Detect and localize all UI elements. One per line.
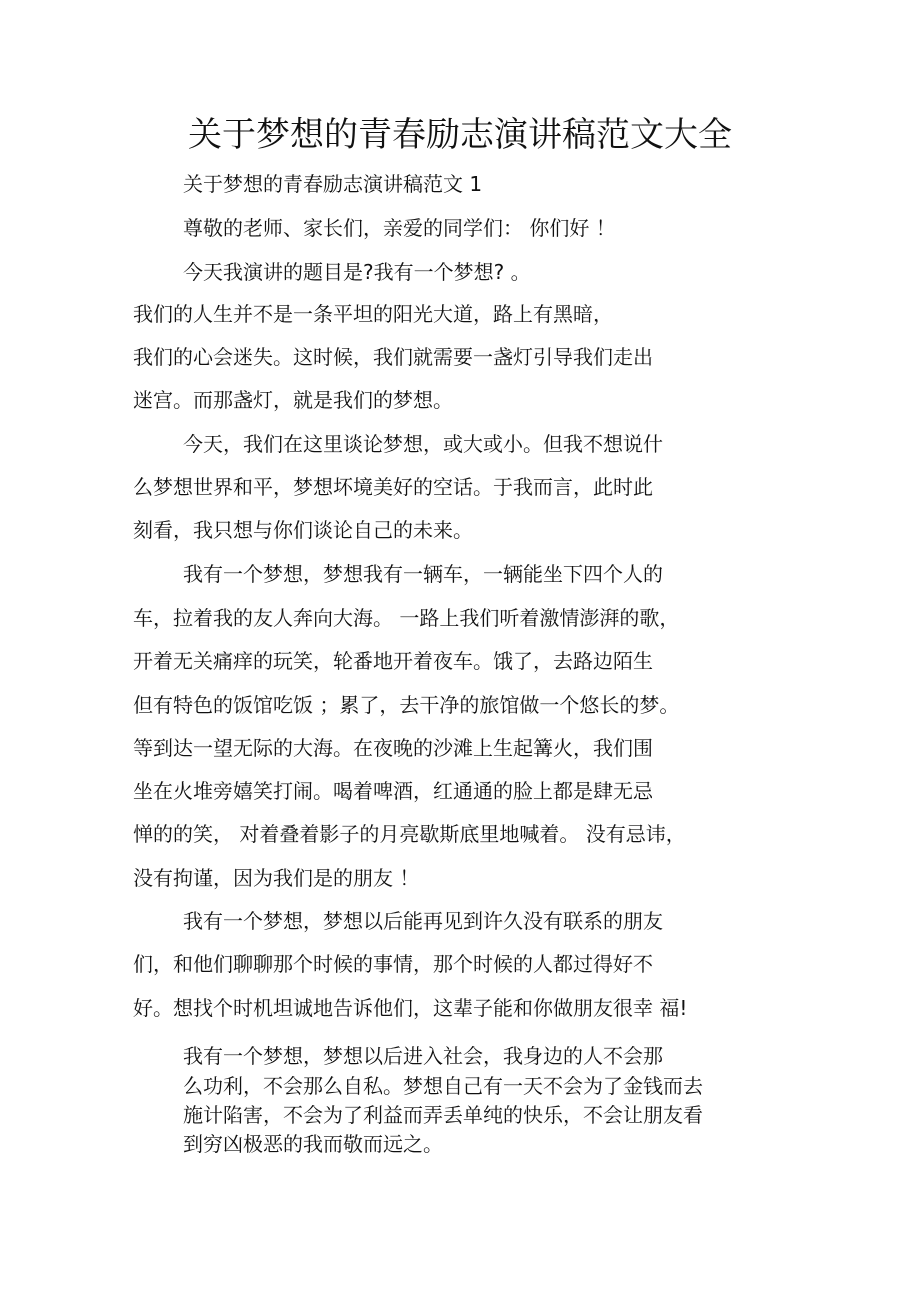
text-line: 么功利，不会那么自私。梦想自己有一天不会为了金钱而去: [183, 1074, 703, 1098]
text-line: 没有拘谨，因为我们是的朋友 ！: [133, 866, 420, 890]
text-line: 我有一个梦想，梦想以后能再见到许久没有联系的朋友: [183, 909, 663, 933]
text-line: 开着无关痛痒的玩笑，轮番地开着夜车。饿了，去路边陌生: [133, 649, 653, 673]
text-line: 车，拉着我的友人奔向大海。 一路上我们听着激情澎湃的歌，: [133, 606, 680, 630]
text-line: 么梦想世界和平，梦想坏境美好的空话。于我而言，此时此: [133, 475, 653, 499]
text-line: 今天，我们在这里谈论梦想，或大或小。但我不想说什: [183, 432, 663, 456]
text-line: 但有特色的饭馆吃饭 ；累了，去干净的旅馆做一个悠长的梦。: [133, 693, 680, 717]
text-line: 尊敬的老师、家长们，亲爱的同学们： 你们好 ！: [183, 216, 616, 240]
text-line: 我们的人生并不是一条平坦的阳光大道，路上有黑暗，: [133, 302, 613, 326]
text-line: 们，和他们聊聊那个时候的事情，那个时候的人都过得好不: [133, 952, 653, 976]
text-line: 施计陷害，不会为了利益而弄丢单纯的快乐，不会让朋友看: [183, 1103, 703, 1127]
text-line: 我有一个梦想，梦想以后进入社会，我身边的人不会那: [183, 1044, 663, 1068]
subtitle: 关于梦想的青春励志演讲稿范文 1: [183, 172, 483, 196]
text-line: 到穷凶极恶的我而敬而远之。: [183, 1132, 443, 1156]
text-line: 我们的心会迷失。这时候，我们就需要一盏灯引导我们走出: [133, 345, 653, 369]
text-line: 迷宫。而那盏灯，就是我们的梦想。: [133, 388, 453, 412]
text-line: 坐在火堆旁嬉笑打闹。喝着啤酒，红通通的脸上都是肆无忌: [133, 779, 653, 803]
text-line: 惮的的笑， 对着叠着影子的月亮歇斯底里地喊着。 没有忌讳，: [133, 822, 686, 846]
text-line: 我有一个梦想，梦想我有一辆车，一辆能坐下四个人的: [183, 562, 663, 586]
text-line: 好。想找个时机坦诚地告诉他们，这辈子能和你做朋友很幸 福!: [133, 996, 688, 1020]
document-title: 关于梦想的青春励志演讲稿范文大全: [188, 115, 732, 155]
text-line: 今天我演讲的题目是?我有一个梦想? 。: [183, 260, 531, 284]
text-line: 等到达一望无际的大海。在夜晚的沙滩上生起篝火，我们围: [133, 736, 653, 760]
text-line: 刻看，我只想与你们谈论自己的未来。: [133, 518, 473, 542]
